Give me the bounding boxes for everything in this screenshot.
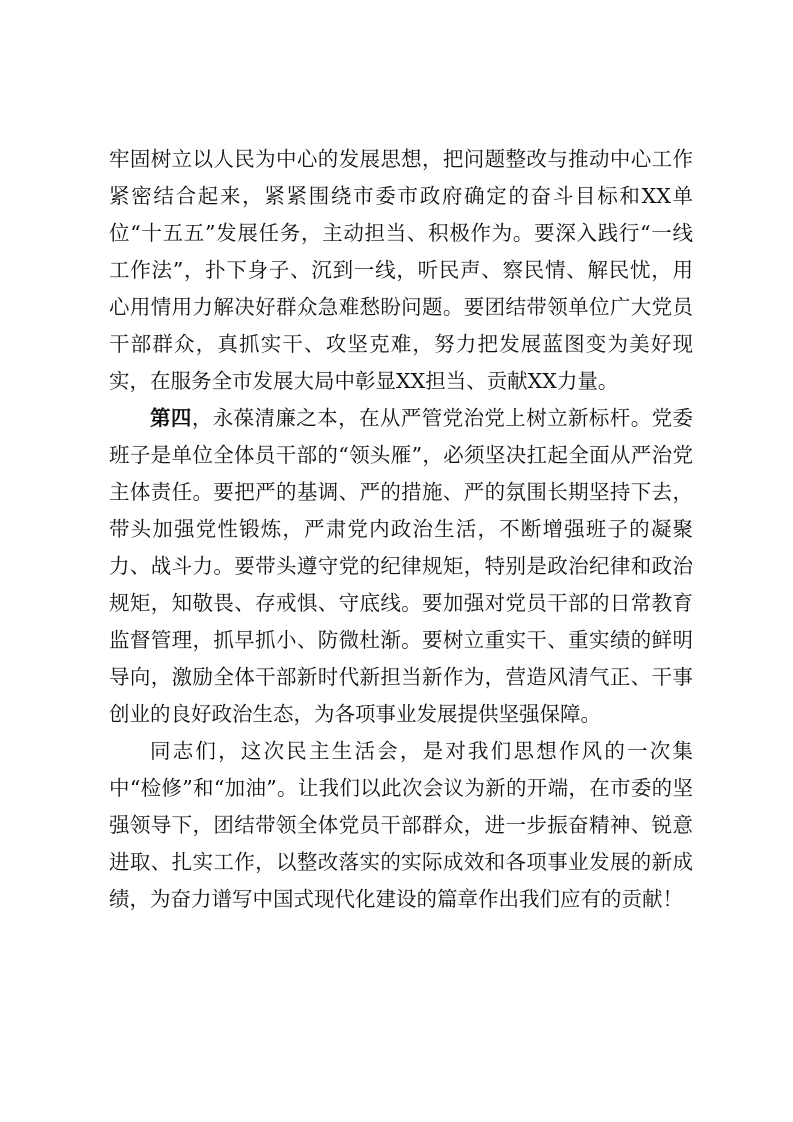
paragraph-closing [109, 733, 693, 918]
paragraph-text: ，永葆清廉之本，在从严管党治党上树立新标杆。党委班子是单位全体员干部的“领头雁”，必须坚决扛起全面从严治党主体责任。要把严的基调、严的措施、严的氛围长期坚持下去，带头加强党性锻炼，严肃党内政治生活，不断增强班子的凝聚力、战斗力。要带头遵守党的纪律规矩，特别是政治纪律和政治规矩，知敬畏、存戒惧、守底线。要加强对党员干部的日常教育监督管理，抓早抓小、防微杜渐。要树立重实干、重实绩的鲜明导向，激励全体干部新时代新担当新作为，营造风清气正、干事创业的良好政治生态，为各项事业发展提供坚强保障。 [109, 406, 694, 726]
paragraph-lead: 第四 [150, 406, 192, 430]
paragraph-continuation [109, 141, 693, 400]
document-body [109, 141, 693, 918]
paragraph-fourth-point [109, 400, 693, 733]
paragraph-text: 牢固树立以人民为中心的发展思想，把问题整改与推动中心工作紧密结合起来，紧紧围绕市委市政府确定的奋斗目标和XX单位“十五五”发展任务，主动担当、积极作为。要深入践行“一线工作法”，扑下身子、沉到一线，听民声、察民情、解民忧，用心用情用力解决好群众急难愁盼问题。要团结带领单位广大党员干部群众，真抓实干、攻坚克难，努力把发展蓝图变为美好现实，在服务全市发展大局中彰显XX担当、贡献XX力量。 [109, 147, 693, 393]
paragraph-text: 同志们，这次民主生活会，是对我们思想作风的一次集中“检修”和“加油”。让我们以此次会议为新的开端，在市委的坚强领导下，团结带领全体党员干部群众，进一步振奋精神、锐意进取、扎实工作，以整改落实的实际成效和各项事业发展的新成绩，为奋力谱写中国式现代化建设的篇章作出我们应有的贡献！ [109, 739, 693, 911]
